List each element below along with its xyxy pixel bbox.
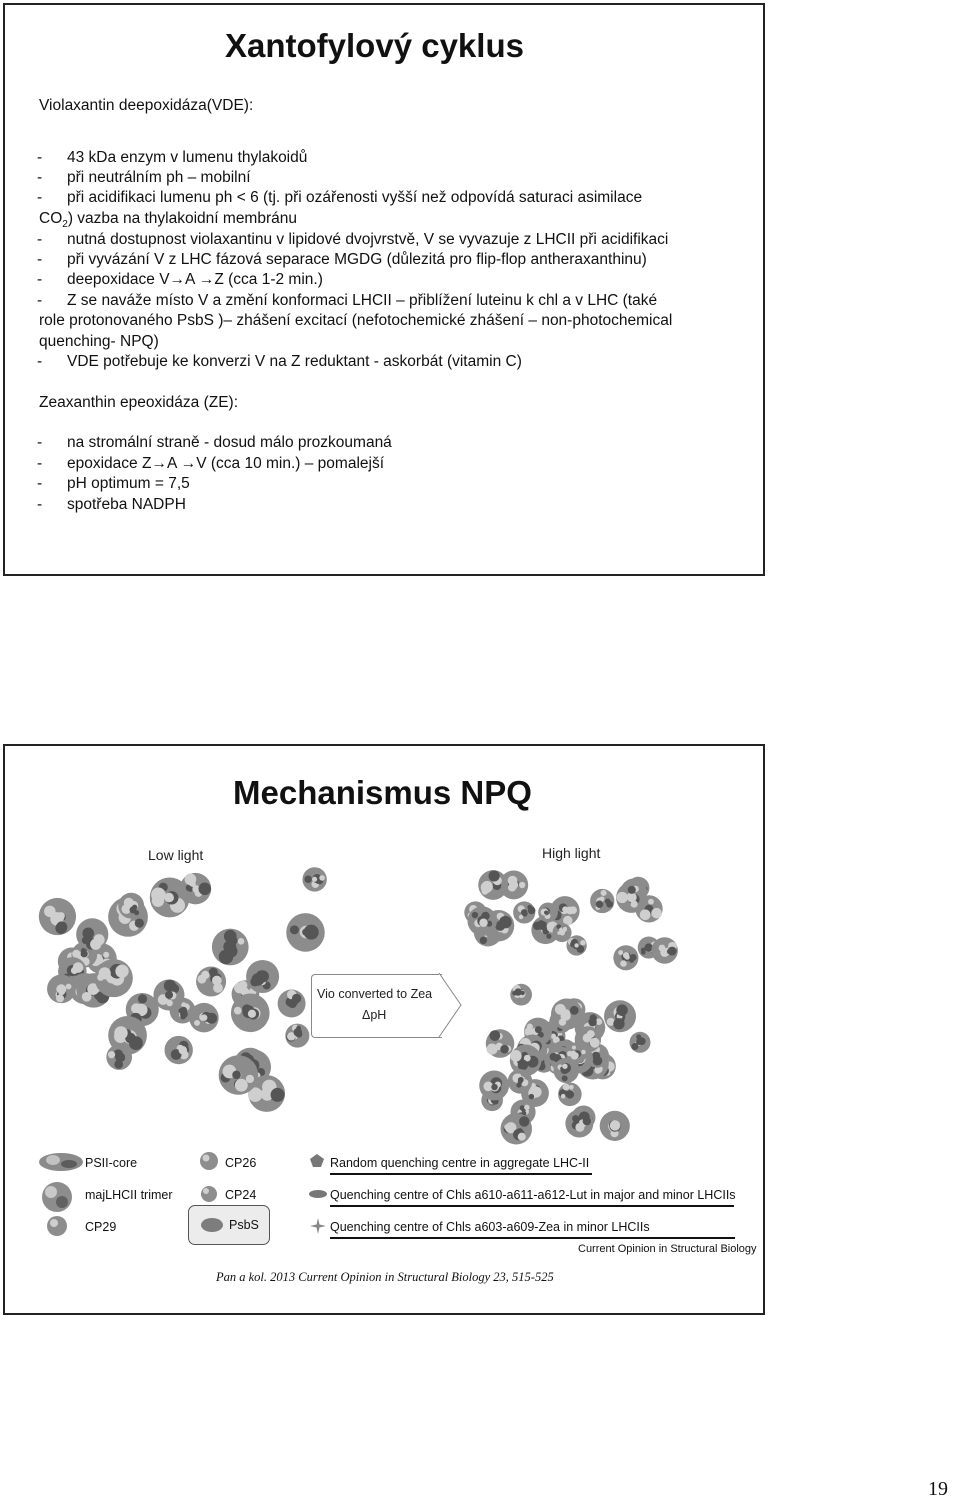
co2-text: CO — [39, 210, 63, 227]
zea-quenching-icon — [310, 1218, 326, 1234]
legend-majlhcii-trimer: majLHCII trimer — [85, 1188, 173, 1202]
protein-complex-blob — [302, 867, 326, 891]
protein-complex-blob — [538, 903, 558, 923]
slide-title: Xantofylový cyklus — [225, 27, 524, 64]
conversion-arrow-box — [311, 974, 442, 1038]
bullet-dash: - — [37, 149, 43, 166]
legend-underline — [330, 1205, 734, 1207]
ze-line: na stromální straně - dosud málo prozkoumaná — [67, 434, 392, 451]
ze-line: pH optimum = 7,5 — [67, 475, 190, 492]
vde-line: deepoxidace V→A →Z (cca 1-2 min.) — [67, 271, 323, 288]
protein-complex-blob — [212, 929, 249, 966]
bullet-dash: - — [37, 189, 43, 206]
protein-complex-blob — [513, 901, 535, 923]
vde-line: nutná dostupnost violaxantinu v lipidové dvojvrstvě, V se vyvazuje z LHCII při acidifikaci — [67, 231, 669, 248]
page-number: 19 — [928, 1478, 948, 1500]
vde-line: VDE potřebuje ke konverzi V na Z reduktant - askorbát (vitamin C) — [67, 353, 522, 370]
protein-complex-blob — [47, 975, 76, 1004]
protein-complex-blob — [285, 1024, 309, 1048]
low-light-label: Low light — [148, 847, 204, 863]
low-light-complex-diagram — [35, 866, 335, 1126]
majlhcii-trimer-icon — [39, 1180, 75, 1214]
arrow-label-conversion: Vio converted to Zea — [317, 987, 433, 1001]
protein-complex-blob — [478, 870, 508, 900]
cp29-icon — [45, 1214, 69, 1238]
arrow-label-delta-ph: ΔpH — [362, 1008, 387, 1022]
legend-cp29: CP29 — [85, 1220, 117, 1234]
legend-random-quenching: Random quenching centre in aggregate LHC-II — [330, 1156, 590, 1170]
vde-line: Z se naváže místo V a změní konformaci LHCII – přiblížení luteinu k chl a v LHC (také — [67, 292, 658, 309]
protein-complex-blob — [219, 1055, 258, 1094]
protein-complex-blob — [39, 898, 76, 935]
protein-complex-blob — [510, 984, 532, 1006]
vde-line: quenching- NPQ) — [39, 333, 159, 350]
protein-complex-blob — [600, 1111, 630, 1141]
ze-line: spotřeba NADPH — [67, 496, 186, 513]
co2-subscript: 2 — [62, 219, 68, 231]
legend-cp26: CP26 — [225, 1156, 257, 1170]
vde-line: při acidifikaci lumenu ph < 6 (tj. při ozářenosti vyšší než odpovídá saturaci asimilace — [67, 189, 643, 206]
protein-complex-blob — [604, 1000, 636, 1032]
bullet-dash: - — [37, 251, 43, 268]
protein-complex-blob — [486, 1029, 515, 1058]
protein-complex-blob — [76, 918, 108, 950]
legend-underline — [330, 1237, 735, 1239]
protein-complex-blob — [590, 889, 614, 913]
protein-complex-blob — [558, 1083, 582, 1107]
bullet-dash: - — [37, 455, 43, 472]
bullet-dash: - — [37, 271, 43, 288]
protein-complex-blob — [286, 913, 325, 952]
legend-psii-core: PSII-core — [85, 1156, 138, 1170]
vde-heading: Violaxantin deepoxidáza(VDE): — [39, 97, 254, 114]
citation: Pan a kol. 2013 Current Opinion in Structural Biology 23, 515-525 — [216, 1270, 554, 1284]
protein-complex-blob — [479, 1071, 509, 1101]
protein-complex-blob — [565, 1110, 593, 1138]
co2-rest: ) vazba na thylakoidní membránu — [67, 210, 297, 227]
slide-npq-mechanism — [3, 744, 765, 1315]
vde-line: při neutrálním ph – mobilní — [67, 169, 251, 186]
lut-quenching-icon — [307, 1188, 329, 1200]
cp24-icon — [197, 1183, 221, 1205]
protein-complex-blob — [552, 923, 571, 942]
psbs-icon — [199, 1215, 225, 1235]
bullet-dash: - — [37, 353, 43, 370]
protein-complex-blob — [180, 873, 211, 904]
protein-complex-blob — [651, 937, 678, 964]
protein-complex-blob — [106, 1044, 132, 1070]
ze-heading: Zeaxanthin epeoxidáza (ZE): — [39, 394, 239, 411]
protein-complex-blob — [501, 1113, 533, 1145]
protein-complex-blob — [278, 990, 306, 1018]
protein-complex-blob — [95, 959, 133, 997]
bullet-dash: - — [37, 292, 43, 309]
protein-complex-blob — [630, 1032, 651, 1053]
high-light-complex-diagram — [435, 871, 705, 1151]
bullet-dash: - — [37, 169, 43, 186]
legend-zea-quenching: Quenching centre of Chls a603-a609-Zea in minor LHCIIs — [330, 1220, 650, 1234]
bullet-dash: - — [37, 475, 43, 492]
protein-complex-blob — [231, 994, 270, 1033]
protein-complex-blob — [551, 999, 582, 1030]
slide-title: Mechanismus NPQ — [233, 774, 532, 811]
high-light-label: High light — [542, 845, 601, 861]
protein-complex-blob — [118, 893, 144, 919]
legend-underline — [330, 1173, 592, 1175]
protein-complex-blob — [196, 966, 226, 996]
legend-psbs: PsbS — [229, 1218, 259, 1232]
bullet-dash: - — [37, 496, 43, 513]
protein-complex-blob — [164, 1036, 192, 1064]
bullet-dash: - — [37, 231, 43, 248]
slide-xanthophyll-cycle — [3, 3, 765, 576]
protein-complex-blob — [566, 1042, 587, 1063]
legend-lut-quenching: Quenching centre of Chls a610-a611-a612-Lut in major and minor LHCIIs — [330, 1188, 736, 1202]
journal-label: Current Opinion in Structural Biology — [578, 1243, 757, 1255]
protein-complex-blob — [468, 906, 497, 935]
protein-complex-blob — [508, 1069, 533, 1094]
random-quenching-icon — [309, 1154, 325, 1168]
protein-complex-blob — [616, 882, 647, 913]
protein-complex-blob — [246, 960, 279, 993]
vde-line: při vyvázání V z LHC fázová separace MGDG (důlezitá pro flip-flop antheraxanthinu) — [67, 251, 647, 268]
bullet-dash: - — [37, 434, 43, 451]
psii-core-icon — [37, 1151, 89, 1173]
cp26-icon — [197, 1150, 221, 1172]
vde-line: role protonovaného PsbS )– zhášení excitací (nefotochemické zhášení – non-photochemical — [39, 312, 673, 329]
vde-line: 43 kDa enzym v lumenu thylakoidů — [67, 149, 308, 166]
protein-complex-blob — [613, 945, 638, 970]
protein-complex-blob — [189, 1003, 219, 1033]
legend-cp24: CP24 — [225, 1188, 257, 1202]
conversion-arrow-icon — [439, 973, 469, 1037]
ze-line: epoxidace Z→A →V (cca 10 min.) – pomalejší — [67, 455, 385, 472]
psbs-box — [188, 1205, 270, 1245]
